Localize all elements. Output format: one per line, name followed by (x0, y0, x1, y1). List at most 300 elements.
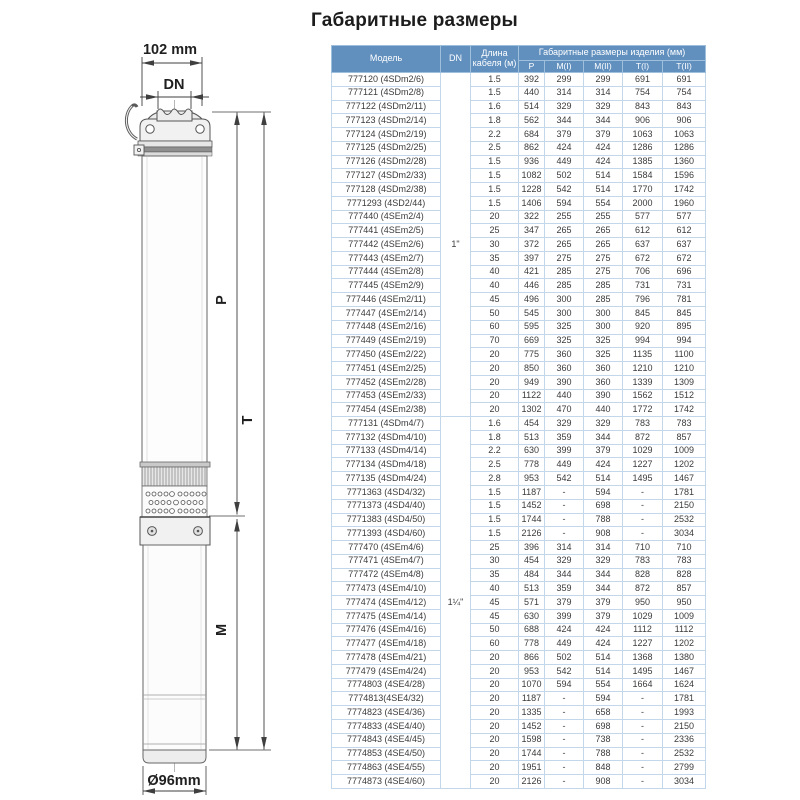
dimension-bottom-diameter (143, 788, 206, 794)
table-row (332, 568, 706, 582)
cable-length-cell: 50 (471, 623, 519, 637)
t1-value-cell: 1112 (623, 623, 663, 637)
t2-value-cell: 1742 (663, 403, 706, 417)
table-row (332, 279, 706, 293)
m2-value-cell: 360 (584, 375, 623, 389)
t2-value-cell: 696 (663, 265, 706, 279)
m2-value-cell: 265 (584, 224, 623, 238)
m1-value-cell: 449 (545, 637, 584, 651)
model-cell: 7771393 (4SD4/60) (332, 527, 441, 541)
table-row (332, 417, 706, 431)
t2-value-cell: 1742 (663, 183, 706, 197)
pump-clamp-band (134, 141, 212, 156)
t1-value-cell: 920 (623, 320, 663, 334)
model-cell: 7771363 (4SD4/32) (332, 485, 441, 499)
col-header-dimensions-group: Габаритные размеры изделия (мм) (519, 46, 706, 61)
t1-value-cell: 754 (623, 86, 663, 100)
cable-length-cell: 1.6 (471, 100, 519, 114)
table-row (332, 348, 706, 362)
model-cell: 7774823 (4SE4/36) (332, 706, 441, 720)
t1-value-cell: 783 (623, 417, 663, 431)
t2-value-cell: 2532 (663, 513, 706, 527)
table-row (332, 128, 706, 142)
model-cell: 777120 (4SDm2/6) (332, 73, 441, 87)
m2-value-cell: 300 (584, 320, 623, 334)
pump-dimension-diagram (0, 0, 330, 800)
t1-value-cell: 1029 (623, 444, 663, 458)
model-cell: 777134 (4SDm4/18) (332, 458, 441, 472)
model-cell: 777131 (4SDm4/7) (332, 417, 441, 431)
table-row (332, 527, 706, 541)
m1-value-cell: - (545, 527, 584, 541)
dimension-t (261, 113, 267, 750)
t1-value-cell: 1135 (623, 348, 663, 362)
m2-value-cell: 554 (584, 678, 623, 692)
cable-length-cell: 2.2 (471, 444, 519, 458)
m1-value-cell: 502 (545, 169, 584, 183)
cable-length-cell: 25 (471, 224, 519, 238)
table-row (332, 637, 706, 651)
model-cell: 777124 (4SDm2/19) (332, 128, 441, 142)
m2-value-cell: 424 (584, 155, 623, 169)
p-value-cell: 1122 (519, 389, 545, 403)
m1-value-cell: 399 (545, 609, 584, 623)
table-row (332, 513, 706, 527)
t2-value-cell: 2150 (663, 499, 706, 513)
m1-value-cell: - (545, 719, 584, 733)
t2-value-cell: 906 (663, 114, 706, 128)
t2-value-cell: 1202 (663, 637, 706, 651)
m1-value-cell: 255 (545, 210, 584, 224)
cable-length-cell: 20 (471, 747, 519, 761)
t1-value-cell: - (623, 761, 663, 775)
p-value-cell: 778 (519, 637, 545, 651)
model-cell: 777446 (4SEm2/11) (332, 293, 441, 307)
t2-value-cell: 843 (663, 100, 706, 114)
p-value-cell: 936 (519, 155, 545, 169)
model-cell: 7774833 (4SE4/40) (332, 719, 441, 733)
pump-outlet (157, 109, 192, 121)
m1-value-cell: 359 (545, 430, 584, 444)
col-header-t1: T(I) (623, 61, 663, 73)
m2-value-cell: 285 (584, 279, 623, 293)
m2-value-cell: 440 (584, 403, 623, 417)
table-row (332, 114, 706, 128)
model-cell: 777440 (4SEm2/4) (332, 210, 441, 224)
col-header-p: P (519, 61, 545, 73)
m1-value-cell: 360 (545, 362, 584, 376)
dn-cell: 1¼" (441, 417, 471, 789)
t-dimension-label: T (240, 415, 256, 425)
model-cell: 777452 (4SEm2/28) (332, 375, 441, 389)
p-value-cell: 571 (519, 596, 545, 610)
t2-value-cell: 783 (663, 554, 706, 568)
m2-value-cell: 300 (584, 307, 623, 321)
p-value-cell: 862 (519, 141, 545, 155)
p-value-cell: 684 (519, 128, 545, 142)
model-cell: 777127 (4SDm2/33) (332, 169, 441, 183)
cable-length-cell: 1.5 (471, 73, 519, 87)
table-row (332, 334, 706, 348)
p-value-cell: 1187 (519, 692, 545, 706)
model-cell: 777444 (4SEm2/8) (332, 265, 441, 279)
p-value-cell: 1228 (519, 183, 545, 197)
col-header-m1: M(I) (545, 61, 584, 73)
t2-value-cell: 1112 (663, 623, 706, 637)
t1-value-cell: - (623, 733, 663, 747)
model-cell: 777474 (4SEm4/12) (332, 596, 441, 610)
table-row (332, 499, 706, 513)
t2-value-cell: 1202 (663, 458, 706, 472)
cable-length-cell: 2.2 (471, 128, 519, 142)
model-cell: 777135 (4SDm4/24) (332, 472, 441, 486)
col-header-cable-length: Длина кабеля (м) (471, 46, 519, 73)
cable-length-cell: 35 (471, 568, 519, 582)
p-value-cell: 396 (519, 541, 545, 555)
table-row (332, 320, 706, 334)
cable-length-cell: 20 (471, 761, 519, 775)
m1-value-cell: 300 (545, 307, 584, 321)
t2-value-cell: 1009 (663, 444, 706, 458)
m2-value-cell: 314 (584, 86, 623, 100)
t1-value-cell: 1385 (623, 155, 663, 169)
t2-value-cell: 1210 (663, 362, 706, 376)
m1-value-cell: 329 (545, 554, 584, 568)
p-value-cell: 446 (519, 279, 545, 293)
dimension-m (234, 519, 240, 750)
m2-value-cell: 908 (584, 775, 623, 789)
page-title: Габаритные размеры (311, 10, 518, 31)
m1-value-cell: 329 (545, 417, 584, 431)
table-row (332, 169, 706, 183)
m2-value-cell: 344 (584, 568, 623, 582)
cable-clamp (134, 145, 144, 155)
table-row (332, 307, 706, 321)
table-row (332, 375, 706, 389)
model-cell: 777125 (4SDm2/25) (332, 141, 441, 155)
m2-value-cell: 514 (584, 472, 623, 486)
p-value-cell: 2126 (519, 775, 545, 789)
m2-value-cell: 360 (584, 362, 623, 376)
cable-length-cell: 20 (471, 775, 519, 789)
t1-value-cell: 906 (623, 114, 663, 128)
m1-value-cell: 594 (545, 678, 584, 692)
eyelet-left (146, 125, 154, 133)
table-row (332, 719, 706, 733)
inlet-screen (142, 486, 207, 517)
t1-value-cell: 1210 (623, 362, 663, 376)
model-cell: 777477 (4SEm4/18) (332, 637, 441, 651)
m1-value-cell: 449 (545, 155, 584, 169)
p-value-cell: 514 (519, 100, 545, 114)
t2-value-cell: 612 (663, 224, 706, 238)
m2-value-cell: 329 (584, 100, 623, 114)
p-value-cell: 1070 (519, 678, 545, 692)
model-cell: 777126 (4SDm2/28) (332, 155, 441, 169)
model-cell: 7774863 (4SE4/55) (332, 761, 441, 775)
t1-value-cell: 706 (623, 265, 663, 279)
cable-length-cell: 20 (471, 362, 519, 376)
col-header-m2: M(II) (584, 61, 623, 73)
t1-value-cell: 1286 (623, 141, 663, 155)
t1-value-cell: - (623, 499, 663, 513)
cable-length-cell: 1.6 (471, 417, 519, 431)
cable-length-cell: 45 (471, 609, 519, 623)
t2-value-cell: 710 (663, 541, 706, 555)
t1-value-cell: 1495 (623, 472, 663, 486)
m1-value-cell: 424 (545, 141, 584, 155)
model-cell: 777450 (4SEm2/22) (332, 348, 441, 362)
t1-value-cell: - (623, 485, 663, 499)
model-cell: 777132 (4SDm4/10) (332, 430, 441, 444)
m2-value-cell: 514 (584, 183, 623, 197)
model-cell: 777121 (4SDm2/8) (332, 86, 441, 100)
cable-length-cell: 2.5 (471, 458, 519, 472)
p-value-cell: 595 (519, 320, 545, 334)
table-row (332, 86, 706, 100)
m1-value-cell: 360 (545, 348, 584, 362)
cable-length-cell: 45 (471, 293, 519, 307)
m1-value-cell: 344 (545, 568, 584, 582)
cable-length-cell: 60 (471, 320, 519, 334)
m1-value-cell: 285 (545, 265, 584, 279)
cable-length-cell: 20 (471, 210, 519, 224)
top-width-label: 102 mm (142, 42, 198, 58)
t1-value-cell: 950 (623, 596, 663, 610)
t1-value-cell: 872 (623, 582, 663, 596)
cable-length-cell: 30 (471, 238, 519, 252)
m1-value-cell: - (545, 706, 584, 720)
t1-value-cell: 612 (623, 224, 663, 238)
model-cell: 777478 (4SEm4/21) (332, 651, 441, 665)
p-value-cell: 1744 (519, 513, 545, 527)
model-cell: 777451 (4SEm2/25) (332, 362, 441, 376)
m2-value-cell: 514 (584, 169, 623, 183)
m1-value-cell: 390 (545, 375, 584, 389)
cable-length-cell: 20 (471, 692, 519, 706)
m2-value-cell: 344 (584, 430, 623, 444)
p-value-cell: 669 (519, 334, 545, 348)
cable-length-cell: 1.5 (471, 527, 519, 541)
p-value-cell: 866 (519, 651, 545, 665)
m2-value-cell: 848 (584, 761, 623, 775)
table-row (332, 155, 706, 169)
m1-value-cell: 299 (545, 73, 584, 87)
table-row (332, 706, 706, 720)
cable-length-cell: 1.8 (471, 430, 519, 444)
eyelet-right (196, 125, 204, 133)
t2-value-cell: 1380 (663, 651, 706, 665)
m1-value-cell: - (545, 747, 584, 761)
t2-value-cell: 637 (663, 238, 706, 252)
table-row (332, 775, 706, 789)
ribbed-collar (140, 462, 210, 486)
table-row (332, 664, 706, 678)
pump-body (142, 156, 207, 466)
p-value-cell: 1187 (519, 485, 545, 499)
cable-length-cell: 45 (471, 596, 519, 610)
m2-value-cell: 424 (584, 141, 623, 155)
m2-value-cell: 299 (584, 73, 623, 87)
m2-value-cell: 379 (584, 609, 623, 623)
model-cell: 777475 (4SEm4/14) (332, 609, 441, 623)
t2-value-cell: 781 (663, 293, 706, 307)
m1-value-cell: - (545, 499, 584, 513)
table-row (332, 651, 706, 665)
p-value-cell: 1335 (519, 706, 545, 720)
cable-length-cell: 2.8 (471, 472, 519, 486)
p-value-cell: 953 (519, 472, 545, 486)
m1-value-cell: 440 (545, 389, 584, 403)
m1-value-cell: 542 (545, 664, 584, 678)
m1-value-cell: 325 (545, 334, 584, 348)
t2-value-cell: 3034 (663, 775, 706, 789)
cable-length-cell: 20 (471, 348, 519, 362)
m2-value-cell: 344 (584, 582, 623, 596)
table-row (332, 596, 706, 610)
model-cell: 7771373 (4SD4/40) (332, 499, 441, 513)
t2-value-cell: 1360 (663, 155, 706, 169)
p-value-cell: 775 (519, 348, 545, 362)
p-value-cell: 347 (519, 224, 545, 238)
m-dimension-label: M (214, 623, 230, 637)
table-row (332, 196, 706, 210)
model-cell: 777472 (4SEm4/8) (332, 568, 441, 582)
m1-value-cell: 379 (545, 128, 584, 142)
m2-value-cell: 285 (584, 293, 623, 307)
cable-length-cell: 60 (471, 637, 519, 651)
table-row (332, 444, 706, 458)
outlet-dn-label: DN (163, 77, 185, 93)
t1-value-cell: - (623, 775, 663, 789)
p-value-cell: 440 (519, 86, 545, 100)
table-row (332, 265, 706, 279)
m2-value-cell: 325 (584, 334, 623, 348)
m1-value-cell: 325 (545, 320, 584, 334)
t2-value-cell: 994 (663, 334, 706, 348)
t2-value-cell: 754 (663, 86, 706, 100)
model-cell: 777128 (4SDm2/38) (332, 183, 441, 197)
m2-value-cell: 554 (584, 196, 623, 210)
m2-value-cell: 514 (584, 651, 623, 665)
cable-length-cell: 20 (471, 706, 519, 720)
m1-value-cell: 285 (545, 279, 584, 293)
t2-value-cell: 783 (663, 417, 706, 431)
m1-value-cell: 502 (545, 651, 584, 665)
t1-value-cell: 1339 (623, 375, 663, 389)
m1-value-cell: - (545, 513, 584, 527)
m2-value-cell: 594 (584, 485, 623, 499)
model-cell: 7774853 (4SE4/50) (332, 747, 441, 761)
table-row (332, 733, 706, 747)
table-row (332, 238, 706, 252)
t1-value-cell: 1495 (623, 664, 663, 678)
p-value-cell: 496 (519, 293, 545, 307)
m2-value-cell: 594 (584, 692, 623, 706)
m1-value-cell: 542 (545, 472, 584, 486)
table-row (332, 100, 706, 114)
m1-value-cell: 344 (545, 114, 584, 128)
cable-length-cell: 20 (471, 664, 519, 678)
model-cell: 777441 (4SEm2/5) (332, 224, 441, 238)
model-cell: 777449 (4SEm2/19) (332, 334, 441, 348)
m1-value-cell: 300 (545, 293, 584, 307)
m1-value-cell: 449 (545, 458, 584, 472)
t2-value-cell: 1309 (663, 375, 706, 389)
m2-value-cell: 424 (584, 637, 623, 651)
p-value-cell: 1452 (519, 499, 545, 513)
t1-value-cell: 672 (623, 251, 663, 265)
t2-value-cell: 672 (663, 251, 706, 265)
cable-length-cell: 1.5 (471, 499, 519, 513)
m1-value-cell: 424 (545, 623, 584, 637)
col-header-dn: DN (441, 46, 471, 73)
p-value-cell: 372 (519, 238, 545, 252)
table-row (332, 458, 706, 472)
cable-length-cell: 20 (471, 389, 519, 403)
t1-value-cell: 637 (623, 238, 663, 252)
t1-value-cell: 1772 (623, 403, 663, 417)
m2-value-cell: 314 (584, 541, 623, 555)
t2-value-cell: 1781 (663, 692, 706, 706)
t1-value-cell: 1227 (623, 637, 663, 651)
cable-length-cell: 20 (471, 719, 519, 733)
cable-length-cell: 35 (471, 251, 519, 265)
m2-value-cell: 379 (584, 128, 623, 142)
p-value-cell: 1951 (519, 761, 545, 775)
model-cell: 7774803 (4SE4/28) (332, 678, 441, 692)
p-value-cell: 630 (519, 609, 545, 623)
p-value-cell: 513 (519, 430, 545, 444)
t2-value-cell: 950 (663, 596, 706, 610)
t1-value-cell: - (623, 527, 663, 541)
t1-value-cell: 783 (623, 554, 663, 568)
model-cell: 777476 (4SEm4/16) (332, 623, 441, 637)
t1-value-cell: 1029 (623, 609, 663, 623)
t2-value-cell: 3034 (663, 527, 706, 541)
m2-value-cell: 379 (584, 596, 623, 610)
t2-value-cell: 1781 (663, 485, 706, 499)
p-value-cell: 688 (519, 623, 545, 637)
t1-value-cell: 1227 (623, 458, 663, 472)
table-row (332, 141, 706, 155)
t2-value-cell: 1624 (663, 678, 706, 692)
t2-value-cell: 2150 (663, 719, 706, 733)
model-cell: 777479 (4SEm4/24) (332, 664, 441, 678)
table-row (332, 582, 706, 596)
p-value-cell: 850 (519, 362, 545, 376)
p-value-cell: 397 (519, 251, 545, 265)
m2-value-cell: 275 (584, 265, 623, 279)
t2-value-cell: 1512 (663, 389, 706, 403)
m2-value-cell: 255 (584, 210, 623, 224)
p-value-cell: 630 (519, 444, 545, 458)
cable-length-cell: 1.5 (471, 485, 519, 499)
cable-length-cell: 70 (471, 334, 519, 348)
model-cell: 7774813(4SE4/32) (332, 692, 441, 706)
model-cell: 7771383 (4SD4/50) (332, 513, 441, 527)
p-value-cell: 1082 (519, 169, 545, 183)
cable-length-cell: 40 (471, 265, 519, 279)
table-row (332, 761, 706, 775)
cable-length-cell: 1.5 (471, 169, 519, 183)
p-value-cell: 1598 (519, 733, 545, 747)
m2-value-cell: 344 (584, 114, 623, 128)
t2-value-cell: 2799 (663, 761, 706, 775)
table-row (332, 541, 706, 555)
m2-value-cell: 424 (584, 458, 623, 472)
t1-value-cell: 1063 (623, 128, 663, 142)
